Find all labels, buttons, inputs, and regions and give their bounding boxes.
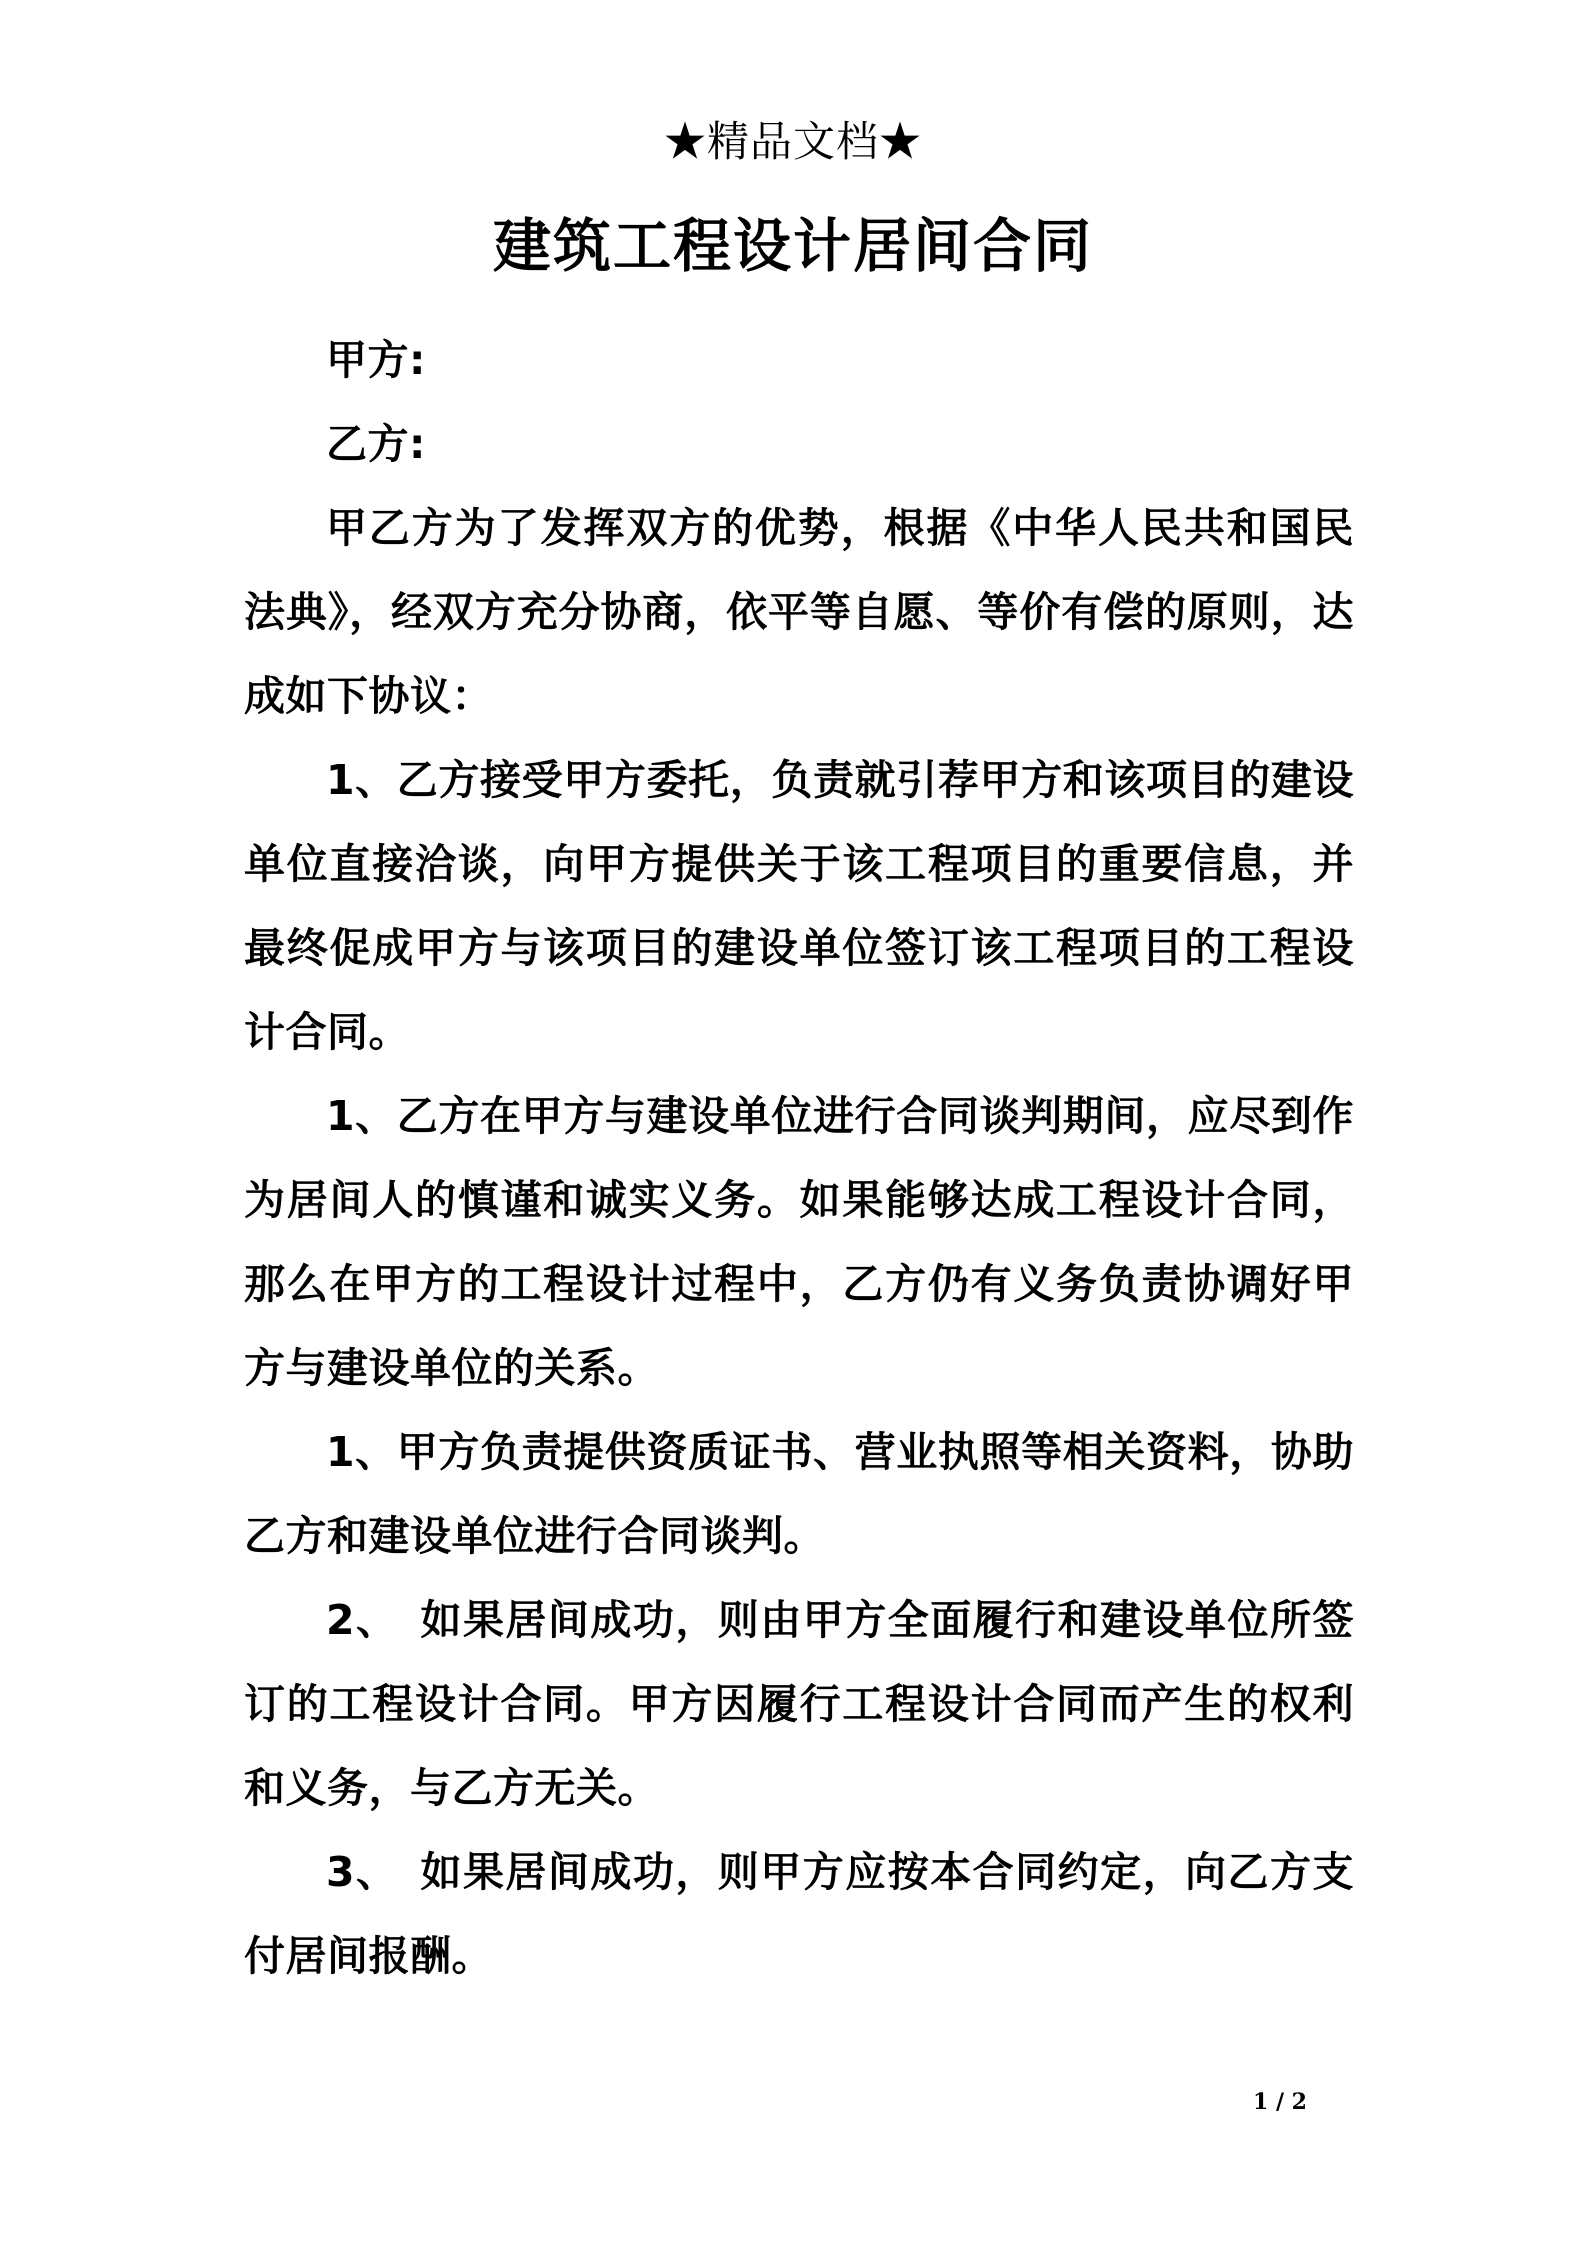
clause-paragraph: 2、 如果居间成功，则由甲方全面履行和建设单位所签订的工程设计合同。甲方因履行工程设计合同而产生的权利和义务，与乙方无关。 — [244, 1596, 1354, 1812]
clause-paragraph: 1、乙方在甲方与建设单位进行合同谈判期间，应尽到作为居间人的慎谨和诚实义务。如果能够达成工程设计合同，那么在甲方的工程设计过程中，乙方仍有义务负责协调好甲方与建设单位的关系。 — [244, 1092, 1354, 1392]
document-body — [244, 318, 1354, 1998]
clause-paragraph: 1、乙方接受甲方委托，负责就引荐甲方和该项目的建设单位直接洽谈，向甲方提供关于该工程项目的重要信息，并最终促成甲方与该项目的建设单位签订该工程项目的工程设计合同。 — [244, 756, 1354, 1056]
page-number: 1 / 2 — [1253, 2089, 1307, 2115]
header-mark: ★精品文档★ — [663, 117, 922, 166]
party-b-line: 乙方: — [326, 420, 426, 468]
party-a-line: 甲方: — [326, 336, 426, 384]
intro-paragraph: 甲乙方为了发挥双方的优势，根据《中华人民共和国民法典》，经双方充分协商，依平等自愿、等价有偿的原则，达成如下协议： — [244, 504, 1354, 720]
document-title: 建筑工程设计居间合同 — [492, 212, 1093, 280]
clause-paragraph: 3、 如果居间成功，则甲方应按本合同约定，向乙方支付居间报酬。 — [244, 1848, 1354, 1980]
clause-paragraph: 1、甲方负责提供资质证书、营业执照等相关资料，协助乙方和建设单位进行合同谈判。 — [244, 1428, 1354, 1560]
